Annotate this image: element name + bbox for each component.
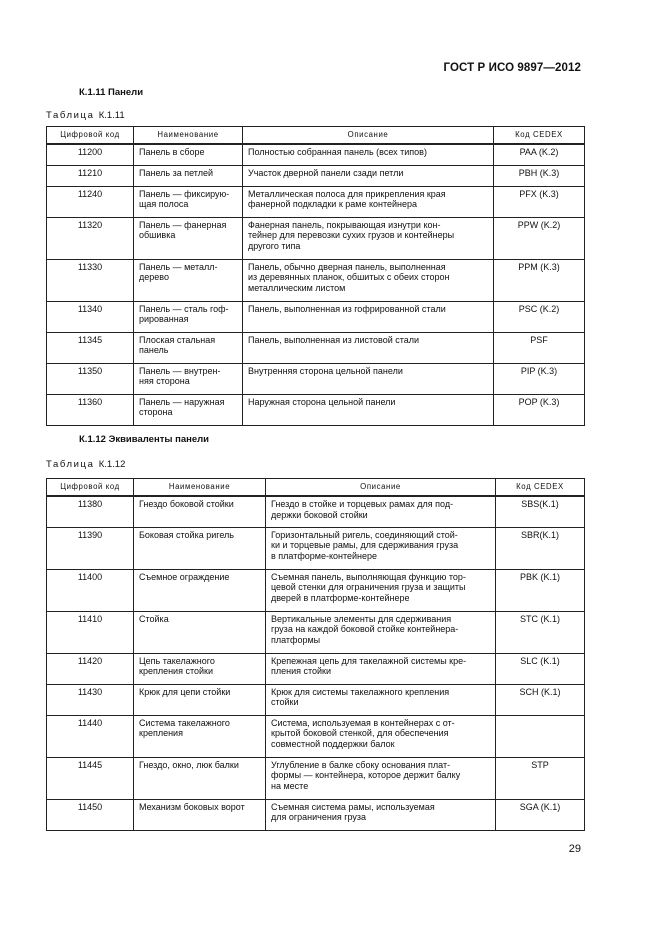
cell-code: 11390 — [47, 527, 134, 569]
cell-name: Гнездо, окно, люк балки — [134, 757, 266, 799]
cell-code: 11330 — [47, 259, 134, 301]
cell-description: Вертикальные элементы для сдерживания груза на каждой боковой стойке контейнера- платформы — [266, 611, 496, 653]
cell-name: Панель за петлей — [134, 165, 243, 186]
table-row — [47, 527, 585, 569]
table-row — [47, 217, 585, 259]
cell-name: Панель — наружная сторона — [134, 394, 243, 425]
table-caption-k1-11 — [46, 110, 125, 121]
cell-cedex: PPM (K.3) — [494, 259, 585, 301]
cell-description: Металлическая полоса для прикрепления края фанерной подкладки к раме контейнера — [243, 186, 494, 217]
column-header-description: Описание — [266, 479, 496, 497]
cell-name: Боковая стойка ригель — [134, 527, 266, 569]
cell-name: Гнездо боковой стойки — [134, 496, 266, 527]
table-row — [47, 757, 585, 799]
cell-name: Панель — внутрен- няя сторона — [134, 363, 243, 394]
table-row — [47, 496, 585, 527]
cell-cedex: SCH (K.1) — [496, 684, 585, 715]
table-row — [47, 301, 585, 332]
cell-cedex: PSF — [494, 332, 585, 363]
cell-code: 11350 — [47, 363, 134, 394]
cell-description: Крюк для системы такелажного крепления стойки — [266, 684, 496, 715]
cell-cedex: PPW (K.2) — [494, 217, 585, 259]
table-row — [47, 332, 585, 363]
cell-description: Полностью собранная панель (всех типов) — [243, 144, 494, 165]
column-header-cedex: Код CEDEX — [496, 479, 585, 497]
table-row — [47, 569, 585, 611]
cell-name: Панель — металл- дерево — [134, 259, 243, 301]
cell-name: Стойка — [134, 611, 266, 653]
column-header-name: Наименование — [134, 479, 266, 497]
cell-cedex: SLC (K.1) — [496, 653, 585, 684]
column-header-cedex: Код CEDEX — [494, 127, 585, 145]
cell-name: Панель — фанерная обшивка — [134, 217, 243, 259]
cell-cedex: STP — [496, 757, 585, 799]
cell-code: 11430 — [47, 684, 134, 715]
cell-description: Панель, выполненная из листовой стали — [243, 332, 494, 363]
cell-cedex — [496, 715, 585, 757]
cell-name: Механизм боковых ворот — [134, 799, 266, 830]
cell-cedex: SBR(K.1) — [496, 527, 585, 569]
table-panel-equivalents — [46, 478, 585, 831]
cell-description: Съемная панель, выполняющая функцию тор- цевой стенки для ограничения груза и защиты дверей в платформе-контейнере — [266, 569, 496, 611]
table-row — [47, 165, 585, 186]
table-row — [47, 394, 585, 425]
cell-name: Цепь такелажного крепления стойки — [134, 653, 266, 684]
cell-description: Углубление в балке сбоку основания плат- формы — контейнера, которое держит балку на месте — [266, 757, 496, 799]
cell-name: Плоская стальная панель — [134, 332, 243, 363]
cell-description: Участок дверной панели сзади петли — [243, 165, 494, 186]
cell-description: Панель, выполненная из гофрированной стали — [243, 301, 494, 332]
cell-code: 11445 — [47, 757, 134, 799]
table-caption-word: Таблица — [46, 110, 95, 121]
column-header-description: Описание — [243, 127, 494, 145]
table-row — [47, 259, 585, 301]
cell-code: 11240 — [47, 186, 134, 217]
cell-code: 11420 — [47, 653, 134, 684]
cell-cedex: PBH (K.3) — [494, 165, 585, 186]
cell-cedex: STC (K.1) — [496, 611, 585, 653]
table-row — [47, 715, 585, 757]
table-row — [47, 144, 585, 165]
cell-code: 11320 — [47, 217, 134, 259]
cell-cedex: PSC (K.2) — [494, 301, 585, 332]
column-header-code: Цифровой код — [47, 479, 134, 497]
cell-cedex: POP (K.3) — [494, 394, 585, 425]
cell-description: Наружная сторона цельной панели — [243, 394, 494, 425]
table-caption-number: К.1.12 — [98, 459, 126, 470]
cell-description: Крепежная цепь для такелажной системы кре- пления стойки — [266, 653, 496, 684]
table-caption-number: К.1.11 — [98, 110, 125, 121]
cell-cedex: PIP (K.3) — [494, 363, 585, 394]
cell-code: 11400 — [47, 569, 134, 611]
table-row — [47, 799, 585, 830]
cell-cedex: SGA (K.1) — [496, 799, 585, 830]
table-row — [47, 611, 585, 653]
cell-code: 11200 — [47, 144, 134, 165]
table-row — [47, 684, 585, 715]
cell-code: 11380 — [47, 496, 134, 527]
cell-code: 11410 — [47, 611, 134, 653]
cell-description: Внутренняя сторона цельной панели — [243, 363, 494, 394]
table-row — [47, 186, 585, 217]
cell-code: 11210 — [47, 165, 134, 186]
cell-name: Панель в сборе — [134, 144, 243, 165]
cell-name: Крюк для цепи стойки — [134, 684, 266, 715]
cell-cedex: SBS(K.1) — [496, 496, 585, 527]
cell-code: 11440 — [47, 715, 134, 757]
cell-description: Фанерная панель, покрывающая изнутри кон- тейнер для перевозки сухих грузов и контейнеры другого типа — [243, 217, 494, 259]
cell-name: Съемное ограждение — [134, 569, 266, 611]
cell-name: Система такелажного крепления — [134, 715, 266, 757]
cell-description: Панель, обычно дверная панель, выполненная из деревянных планок, обшитых с обеих сторон металлическим листом — [243, 259, 494, 301]
cell-code: 11340 — [47, 301, 134, 332]
table-caption-word: Таблица — [46, 459, 95, 470]
table-header-row — [47, 479, 585, 497]
column-header-name: Наименование — [134, 127, 243, 145]
column-header-code: Цифровой код — [47, 127, 134, 145]
cell-name: Панель — фиксирую- щая полоса — [134, 186, 243, 217]
table-row — [47, 363, 585, 394]
cell-code: 11360 — [47, 394, 134, 425]
cell-description: Система, используемая в контейнерах с от- крытой боковой стенкой, для обеспечения совместной поддержки балок — [266, 715, 496, 757]
cell-description: Гнездо в стойке и торцевых рамах для под- держки боковой стойки — [266, 496, 496, 527]
section-title-panel-equivalents: К.1.12 Эквиваленты панели — [79, 434, 210, 445]
cell-description: Горизонтальный ригель, соединяющий стой- ки и торцевые рамы, для сдерживания груза в платформе-контейнере — [266, 527, 496, 569]
cell-description: Съемная система рамы, используемая для ограничения груза — [266, 799, 496, 830]
cell-cedex: PBK (K.1) — [496, 569, 585, 611]
document-standard-number: ГОСТ Р ИСО 9897—2012 — [443, 62, 581, 74]
cell-cedex: PFX (K.3) — [494, 186, 585, 217]
table-row — [47, 653, 585, 684]
cell-name: Панель — сталь гоф- рированная — [134, 301, 243, 332]
cell-code: 11450 — [47, 799, 134, 830]
table-panels — [46, 126, 585, 426]
page-number: 29 — [568, 843, 581, 855]
table-header-row — [47, 127, 585, 145]
table-caption-k1-12 — [46, 459, 125, 470]
section-title-panels: К.1.11 Панели — [79, 87, 144, 98]
cell-code: 11345 — [47, 332, 134, 363]
cell-cedex: PAA (K.2) — [494, 144, 585, 165]
